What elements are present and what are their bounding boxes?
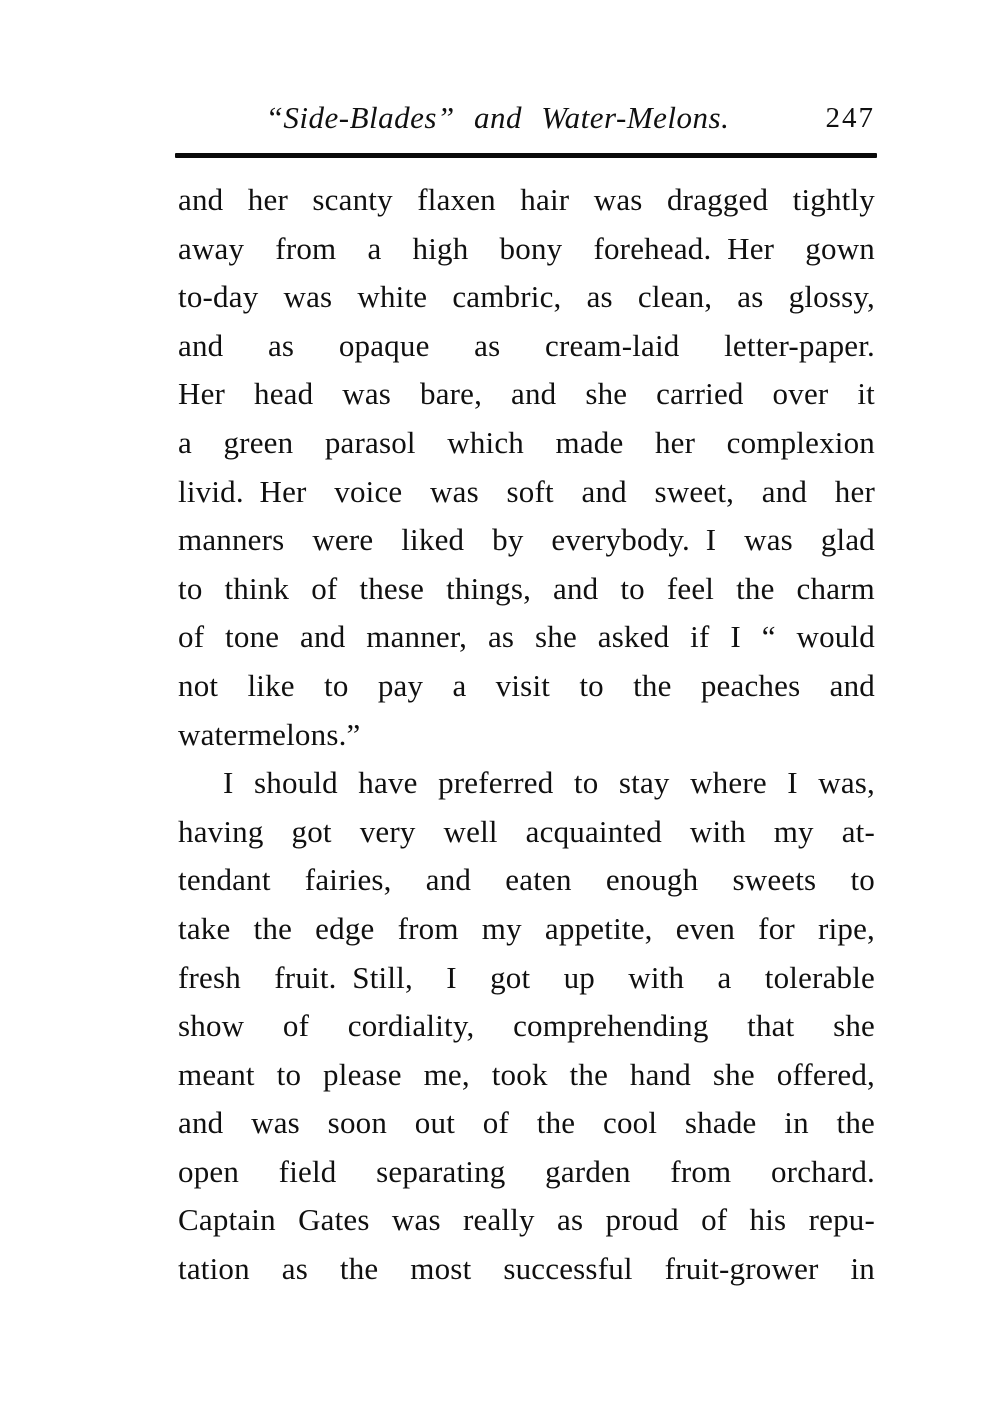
- page-title: “Side-Blades” and Water-Melons.: [265, 100, 730, 135]
- text-line: Captain Gates was really as proud of his repu-: [178, 1202, 875, 1238]
- text-line: open field separating garden from orchard.: [178, 1153, 875, 1189]
- text-line: manners were liked by everybody. I was glad: [178, 522, 875, 558]
- text-line: tendant fairies, and eaten enough sweets to: [178, 862, 875, 898]
- text-line: to-day was white cambric, as clean, as glossy,: [178, 279, 875, 315]
- header-rule: [175, 153, 877, 158]
- text-line: show of cordiality, comprehending that she: [178, 1008, 875, 1044]
- text-line: meant to please me, took the hand she offered,: [178, 1056, 875, 1092]
- text-line: and was soon out of the cool shade in the: [178, 1105, 875, 1141]
- text-line: away from a high bony forehead. Her gown: [178, 230, 875, 266]
- text-line: of tone and manner, as she asked if I “ would: [178, 619, 875, 655]
- page-number: 247: [825, 102, 875, 134]
- text-line: watermelons.”: [178, 716, 361, 752]
- text-line: having got very well acquainted with my at-: [178, 813, 875, 849]
- text-line: take the edge from my appetite, even for ripe,: [178, 910, 875, 946]
- text-line: not like to pay a visit to the peaches and: [178, 667, 875, 703]
- text-line: to think of these things, and to feel the charm: [178, 570, 875, 606]
- text-line: and her scanty flaxen hair was dragged tightly: [178, 182, 875, 217]
- text-line: fresh fruit. Still, I got up with a tolerable: [178, 959, 875, 995]
- text-line: and as opaque as cream-laid letter-paper.: [178, 327, 875, 363]
- text-line: Her head was bare, and she carried over it: [178, 376, 875, 412]
- text-line: a green parasol which made her complexion: [178, 424, 875, 460]
- text-line: I should have preferred to stay where I was,: [223, 765, 875, 801]
- text-line: livid. Her voice was soft and sweet, and her: [178, 473, 875, 509]
- text-block: [178, 176, 875, 1294]
- text-line: tation as the most successful fruit-grower in: [178, 1251, 875, 1287]
- running-header: [178, 100, 877, 144]
